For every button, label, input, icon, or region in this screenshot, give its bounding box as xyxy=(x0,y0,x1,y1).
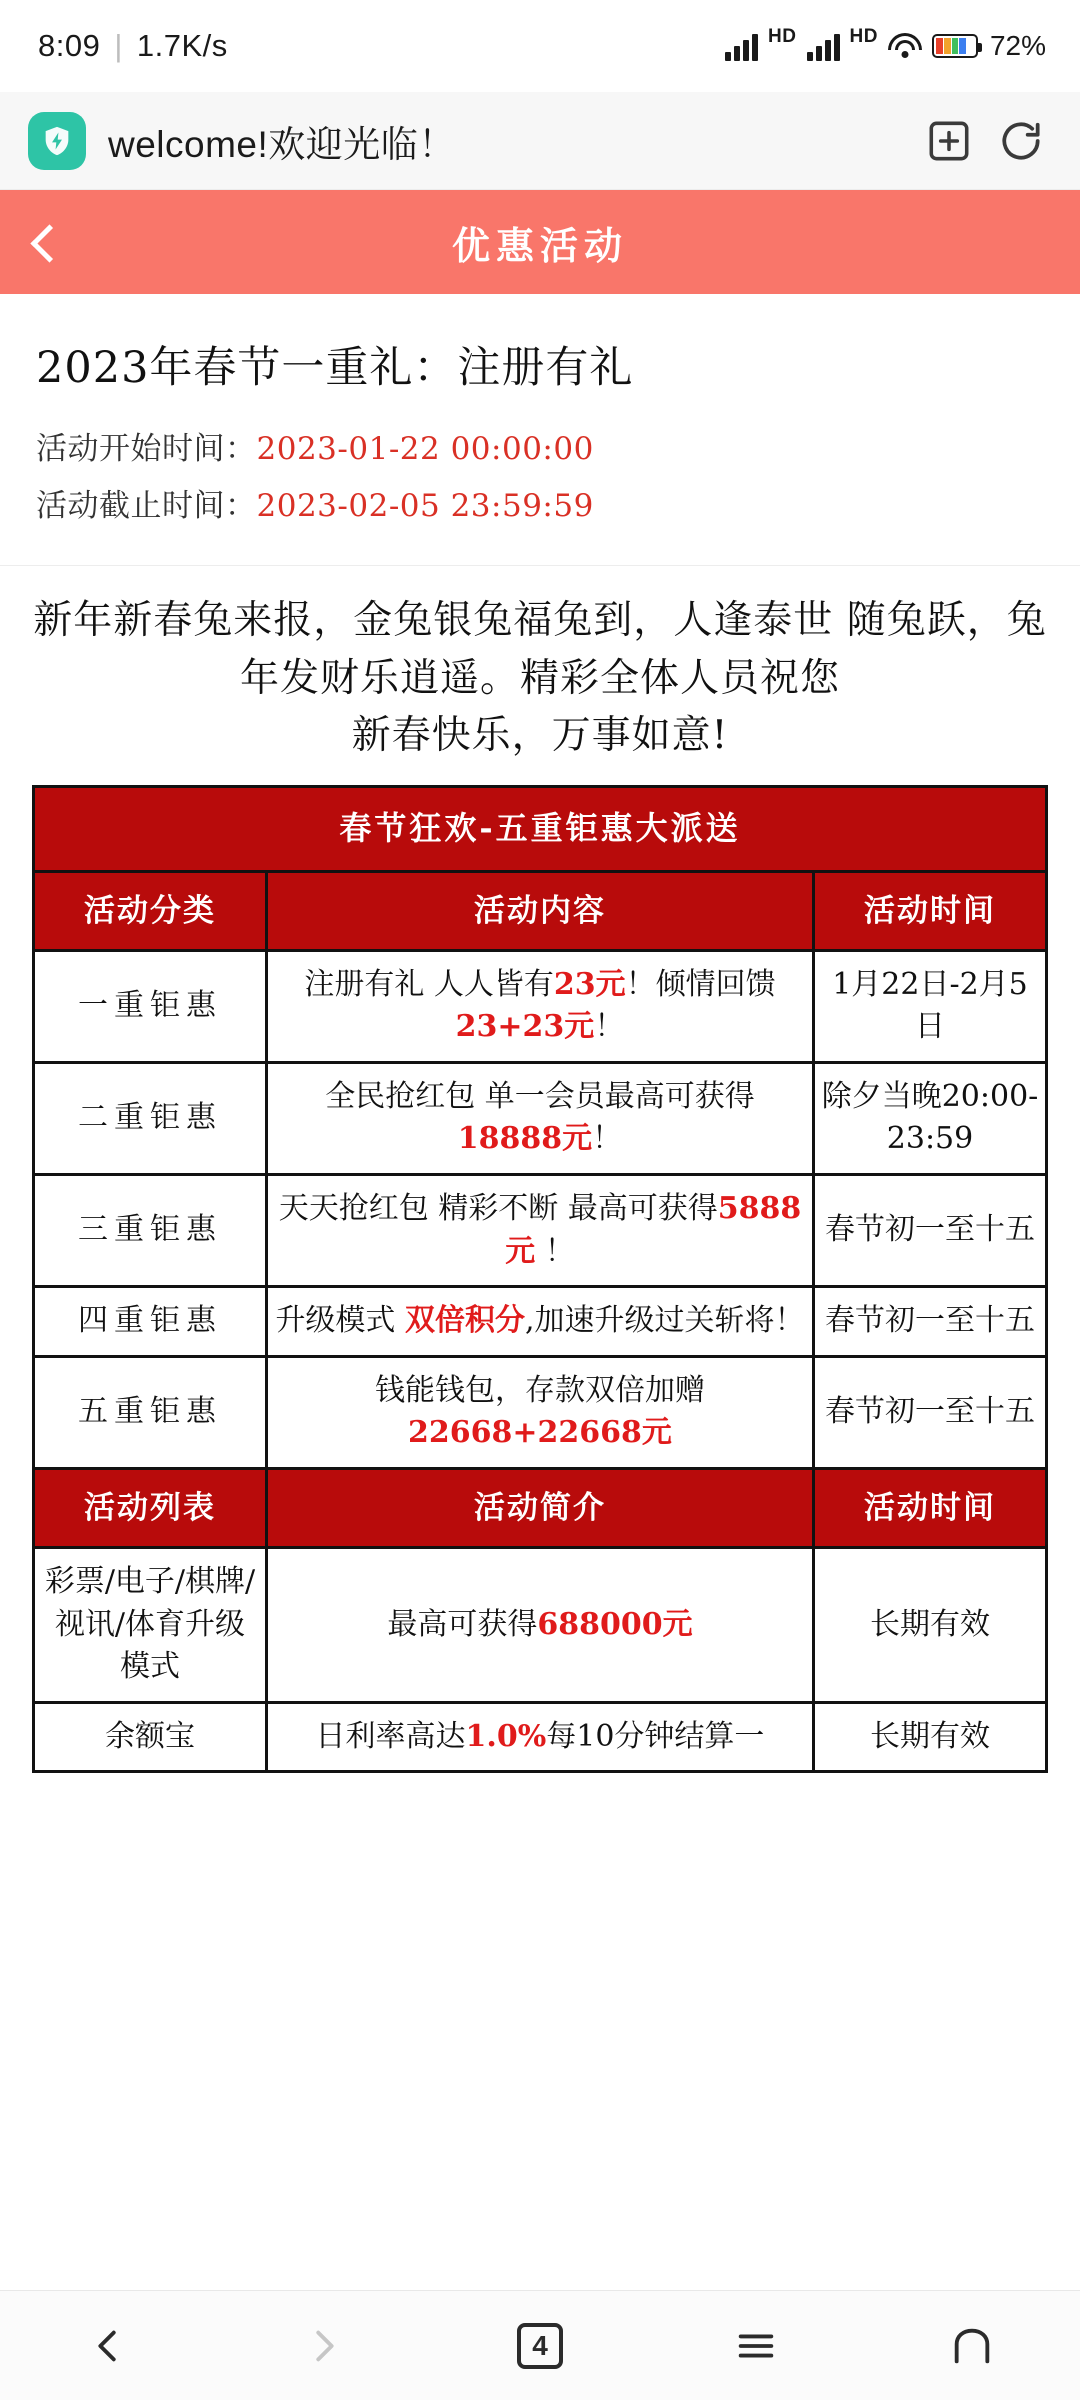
poem-line-3: 新春快乐，万事如意! xyxy=(351,713,729,759)
table-row xyxy=(34,1702,1047,1772)
table-header-row-2 xyxy=(34,1468,1047,1547)
nav-forward-icon[interactable] xyxy=(269,2311,379,2381)
row-content xyxy=(266,1287,813,1357)
header-time-1: 活动时间 xyxy=(814,871,1047,950)
row-time: 1月22日-2月5日 xyxy=(814,950,1047,1062)
greeting-poem xyxy=(0,566,1080,775)
row-content-pre: 全民抢红包 单一会员最高可获得 xyxy=(325,1078,755,1114)
table-row xyxy=(34,1287,1047,1357)
table-row xyxy=(34,1356,1047,1468)
menu-icon[interactable] xyxy=(701,2311,811,2381)
promotion-table xyxy=(32,785,1048,1773)
signal-bars-icon-2 xyxy=(807,31,840,61)
table-banner: 春节狂欢-五重钜惠大派送 xyxy=(34,787,1047,871)
row-category: 一重钜惠 xyxy=(34,950,267,1062)
page-content xyxy=(0,294,1080,2290)
shield-icon xyxy=(28,112,86,170)
wifi-icon xyxy=(888,33,922,59)
reload-icon[interactable] xyxy=(996,116,1046,166)
table-row xyxy=(34,1547,1047,1702)
activity-start-label: 活动开始时间： xyxy=(36,431,257,467)
battery-percent-label: 72% xyxy=(989,30,1046,61)
header-cat-1: 活动分类 xyxy=(34,871,267,950)
row-content-pre: 最高可获得 xyxy=(387,1606,538,1642)
hd-label-1: HD xyxy=(768,26,797,47)
row-content xyxy=(266,1062,813,1174)
table-row xyxy=(34,1062,1047,1174)
tab-count-label: 4 xyxy=(517,2323,563,2369)
row-content-highlight-1: 5888元 xyxy=(505,1190,802,1269)
row-time: 长期有效 xyxy=(814,1702,1047,1772)
row-content-highlight-1: 双倍积分 xyxy=(404,1303,525,1339)
header-content-1: 活动内容 xyxy=(266,871,813,950)
nav-back-icon[interactable] xyxy=(53,2311,163,2381)
hd-label-2: HD xyxy=(849,26,878,47)
activity-start-time xyxy=(36,423,1044,468)
page-header xyxy=(0,190,1080,294)
row-content xyxy=(266,1547,813,1702)
row-category: 余额宝 xyxy=(34,1702,267,1772)
header-time-2: 活动时间 xyxy=(814,1468,1047,1547)
row-content xyxy=(266,950,813,1062)
row-content-pre: 日利率高达 xyxy=(315,1718,466,1754)
row-category: 五重钜惠 xyxy=(34,1356,267,1468)
row-category: 二重钜惠 xyxy=(34,1062,267,1174)
row-content-pre: 天天抢红包 精彩不断 最高可获得 xyxy=(278,1190,718,1226)
row-category: 四重钜惠 xyxy=(34,1287,267,1357)
url-text[interactable]: welcome!欢迎光临！ xyxy=(108,123,456,165)
back-chevron-icon[interactable] xyxy=(30,224,66,260)
status-bar-right xyxy=(725,26,1046,62)
row-content-highlight-1: 23元 xyxy=(553,966,626,1002)
status-separator: | xyxy=(114,28,123,63)
row-content xyxy=(266,1356,813,1468)
header-cat-2: 活动列表 xyxy=(34,1468,267,1547)
promotion-table-wrapper xyxy=(0,775,1080,1773)
row-time: 春节初一至十五 xyxy=(814,1287,1047,1357)
page-title: 优惠活动 xyxy=(451,223,628,268)
row-content-highlight-1: 18888元 xyxy=(457,1121,593,1157)
browser-nav-bar xyxy=(0,2290,1080,2400)
row-content-mid: ！ xyxy=(535,1233,575,1269)
row-time: 除夕当晚20:00-23:59 xyxy=(814,1062,1047,1174)
activity-title-block xyxy=(0,294,1080,566)
table-row xyxy=(34,950,1047,1062)
row-content-pre: 注册有礼 人人皆有 xyxy=(304,966,554,1002)
signal-bars-icon-1 xyxy=(725,31,758,61)
row-content-highlight-1: 1.0% xyxy=(465,1718,547,1754)
battery-icon xyxy=(932,34,978,58)
activity-start-value: 2023-01-22 00:00:00 xyxy=(256,431,594,467)
row-time: 春节初一至十五 xyxy=(814,1356,1047,1468)
row-category: 彩票/电子/棋牌/视讯/体育升级模式 xyxy=(34,1547,267,1702)
poem-line-1: 新年新春兔来报，金兔银兔福兔到，人逢泰世 xyxy=(33,598,834,643)
row-content-mid: ！ xyxy=(592,1121,623,1157)
status-bar-left xyxy=(38,28,228,64)
status-net-speed: 1.7K/s xyxy=(136,28,228,63)
status-bar xyxy=(0,0,1080,92)
row-content-highlight-1: 688000元 xyxy=(537,1606,693,1642)
activity-end-time xyxy=(36,480,1044,525)
activity-end-label: 活动截止时间： xyxy=(36,488,257,524)
browser-address-bar[interactable] xyxy=(0,92,1080,190)
poem-line-2: 随兔跃，兔年发财乐逍遥。精彩全体人员祝您 xyxy=(239,598,1047,701)
row-time: 春节初一至十五 xyxy=(814,1174,1047,1286)
home-icon[interactable] xyxy=(917,2311,1027,2381)
header-content-2: 活动简介 xyxy=(266,1468,813,1547)
row-content-pre: 升级模式 xyxy=(275,1303,405,1339)
row-content-highlight-1: 22668+22668元 xyxy=(408,1415,672,1451)
row-category: 三重钜惠 xyxy=(34,1174,267,1286)
row-content-pre: 钱能钱包，存款双倍加赠 xyxy=(374,1372,705,1408)
row-content-highlight-2: 23+23元 xyxy=(455,1009,595,1045)
status-time: 8:09 xyxy=(38,28,101,63)
activity-title: 2023年春节一重礼：注册有礼 xyxy=(36,343,634,393)
table-header-row-1 xyxy=(34,871,1047,950)
row-time: 长期有效 xyxy=(814,1547,1047,1702)
add-bookmark-icon[interactable] xyxy=(924,116,974,166)
row-content-post: 每10分钟结算一 xyxy=(546,1718,765,1754)
row-content-post: ！ xyxy=(594,1009,625,1045)
row-content-mid: ！倾情回馈 xyxy=(625,966,776,1002)
tab-count-button[interactable] xyxy=(485,2311,595,2381)
table-banner-row xyxy=(34,787,1047,871)
activity-end-value: 2023-02-05 23:59:59 xyxy=(256,488,594,524)
row-content xyxy=(266,1174,813,1286)
row-content xyxy=(266,1702,813,1772)
table-row xyxy=(34,1174,1047,1286)
row-content-mid: ,加速升级过关斩将！ xyxy=(524,1303,805,1339)
